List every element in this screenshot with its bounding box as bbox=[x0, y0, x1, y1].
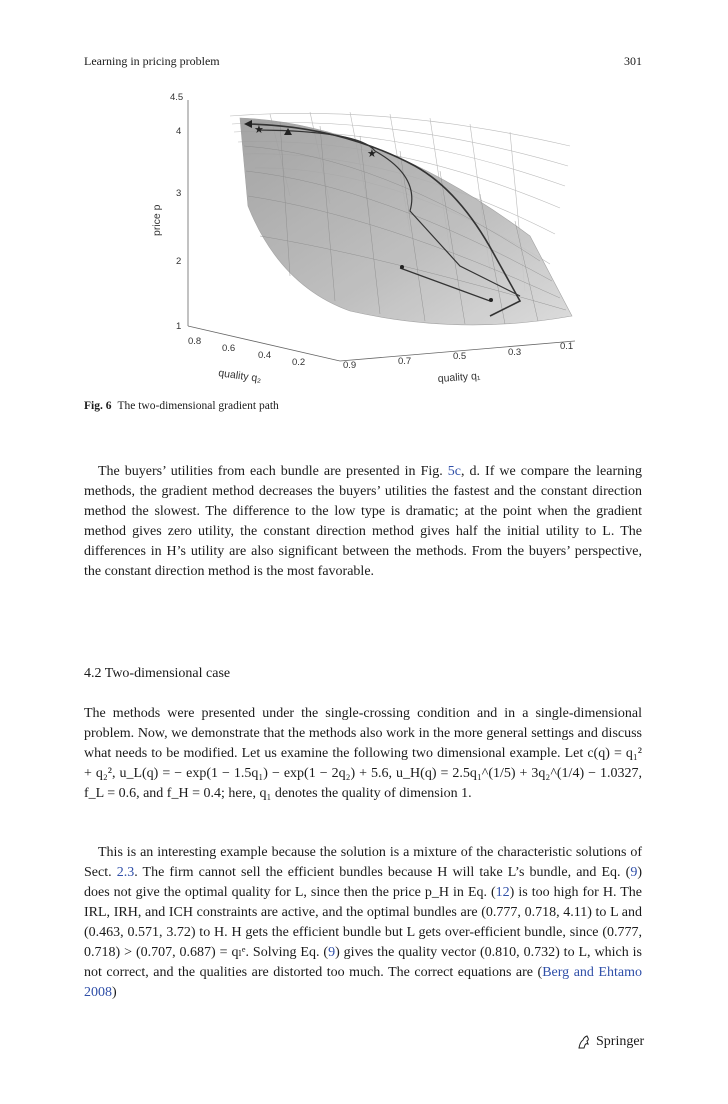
publisher-footer bbox=[576, 1034, 644, 1050]
q2-axis-label: quality q₂ bbox=[217, 367, 263, 385]
q2-tick: 0.2 bbox=[292, 357, 306, 368]
marker-dot bbox=[400, 265, 404, 269]
z-tick: 1 bbox=[176, 321, 182, 332]
z-axis-label: price p bbox=[151, 204, 163, 236]
z-tick: 3 bbox=[176, 188, 182, 199]
q1-tick: 0.1 bbox=[560, 341, 574, 352]
ref-eq-12[interactable]: 12 bbox=[495, 885, 510, 900]
ref-eq-9[interactable]: 9 bbox=[328, 945, 336, 960]
paragraph-example: The methods were presented under the single-crossing condition and in a single-dimensional problem. Now, we demonstrate that the methods also work in the more general settings and discuss what needs to be modified. Let us examine the following two dimensional example. Let c(q) = q₁² + q₂², u_L(q) = − exp(1 − 1.5q₁) − exp(1 − 2q₂) + 5.6, u_H(q) = 2.5q₁^(1/5) + 3q₂^(1/4) − 1.0327, f_L = 0.6, and f_H = 0.4; here, q₁ denotes the quality of dimension 1. bbox=[84, 706, 642, 801]
section-heading: 4.2 Two-dimensional case bbox=[84, 666, 231, 681]
ref-sect-2-3[interactable]: 2.3 bbox=[116, 865, 135, 880]
paragraph-utilities: The buyers’ utilities from each bundle are presented in Fig. 5c, d. If we compare the learning methods, the gradient method decreases the buyers’ utilities the fastest and the constant direction method the slowest. The difference to the low type is dramatic; at the point when the gradient method gives zero utility, the constant direction method gives half the initial utility to L. The differences in H’s utility are also significant between the methods. From the buyers’ perspective, the constant direction method is the most favorable. bbox=[84, 464, 642, 579]
marker-star: ★ bbox=[367, 148, 377, 160]
springer-horse-icon bbox=[576, 1034, 592, 1050]
gradient-path-figure bbox=[151, 86, 600, 396]
running-title: Learning in pricing problem bbox=[84, 54, 220, 68]
figure-label: Fig. 6 bbox=[84, 400, 112, 412]
marker-star: ★ bbox=[254, 124, 264, 136]
ref-berg-ehtamo[interactable]: Berg and Ehtamo 2008 bbox=[84, 965, 642, 1000]
shaded-surface-l bbox=[240, 118, 572, 325]
ref-eq-9[interactable]: 9 bbox=[630, 865, 638, 880]
page-number: 301 bbox=[624, 54, 642, 68]
q1-tick: 0.5 bbox=[453, 351, 467, 362]
q1-tick: 0.9 bbox=[343, 360, 357, 371]
q2-tick: 0.4 bbox=[258, 350, 272, 361]
ref-fig-5c[interactable]: 5c bbox=[447, 464, 461, 479]
publisher-name: Springer bbox=[596, 1034, 645, 1049]
running-header bbox=[84, 54, 642, 72]
z-tick: 4.5 bbox=[170, 92, 184, 103]
paragraph-solution: This is an interesting example because the solution is a mixture of the characteristic solutions of Sect. 2.3. The firm cannot sell the efficient bundles because H will take L’s bundle, and Eq. (9) does not give the optimal quality for L, since then the price p_H in Eq. (12) is too high for H. The IRL, IRH, and ICH constraints are active, and the optimal bundles are (0.777, 0.718, 4.11) to L and (0.463, 0.571, 3.72) to H. H gets the efficient bundle but L gets over-efficient bundle, since (0.777, 0.718) > (0.707, 0.687) = qₗᵉ. Solving Eq. (9) gives the quality vector (0.810, 0.732) to L, which is not correct, and the qualities are distorted too much. The correct equations are (Berg and Ehtamo 2008) bbox=[84, 845, 642, 1000]
q2-tick: 0.6 bbox=[222, 343, 236, 354]
q2-tick: 0.8 bbox=[188, 336, 202, 347]
z-tick: 4 bbox=[176, 126, 182, 137]
q1-tick: 0.7 bbox=[398, 356, 412, 367]
caption-text: The two-dimensional gradient path bbox=[117, 400, 279, 412]
q1-tick: 0.3 bbox=[508, 347, 522, 358]
q1-axis-label: quality q₁ bbox=[437, 370, 481, 385]
marker-dot bbox=[489, 298, 493, 302]
figure-caption bbox=[84, 400, 279, 412]
z-tick: 2 bbox=[176, 256, 182, 267]
